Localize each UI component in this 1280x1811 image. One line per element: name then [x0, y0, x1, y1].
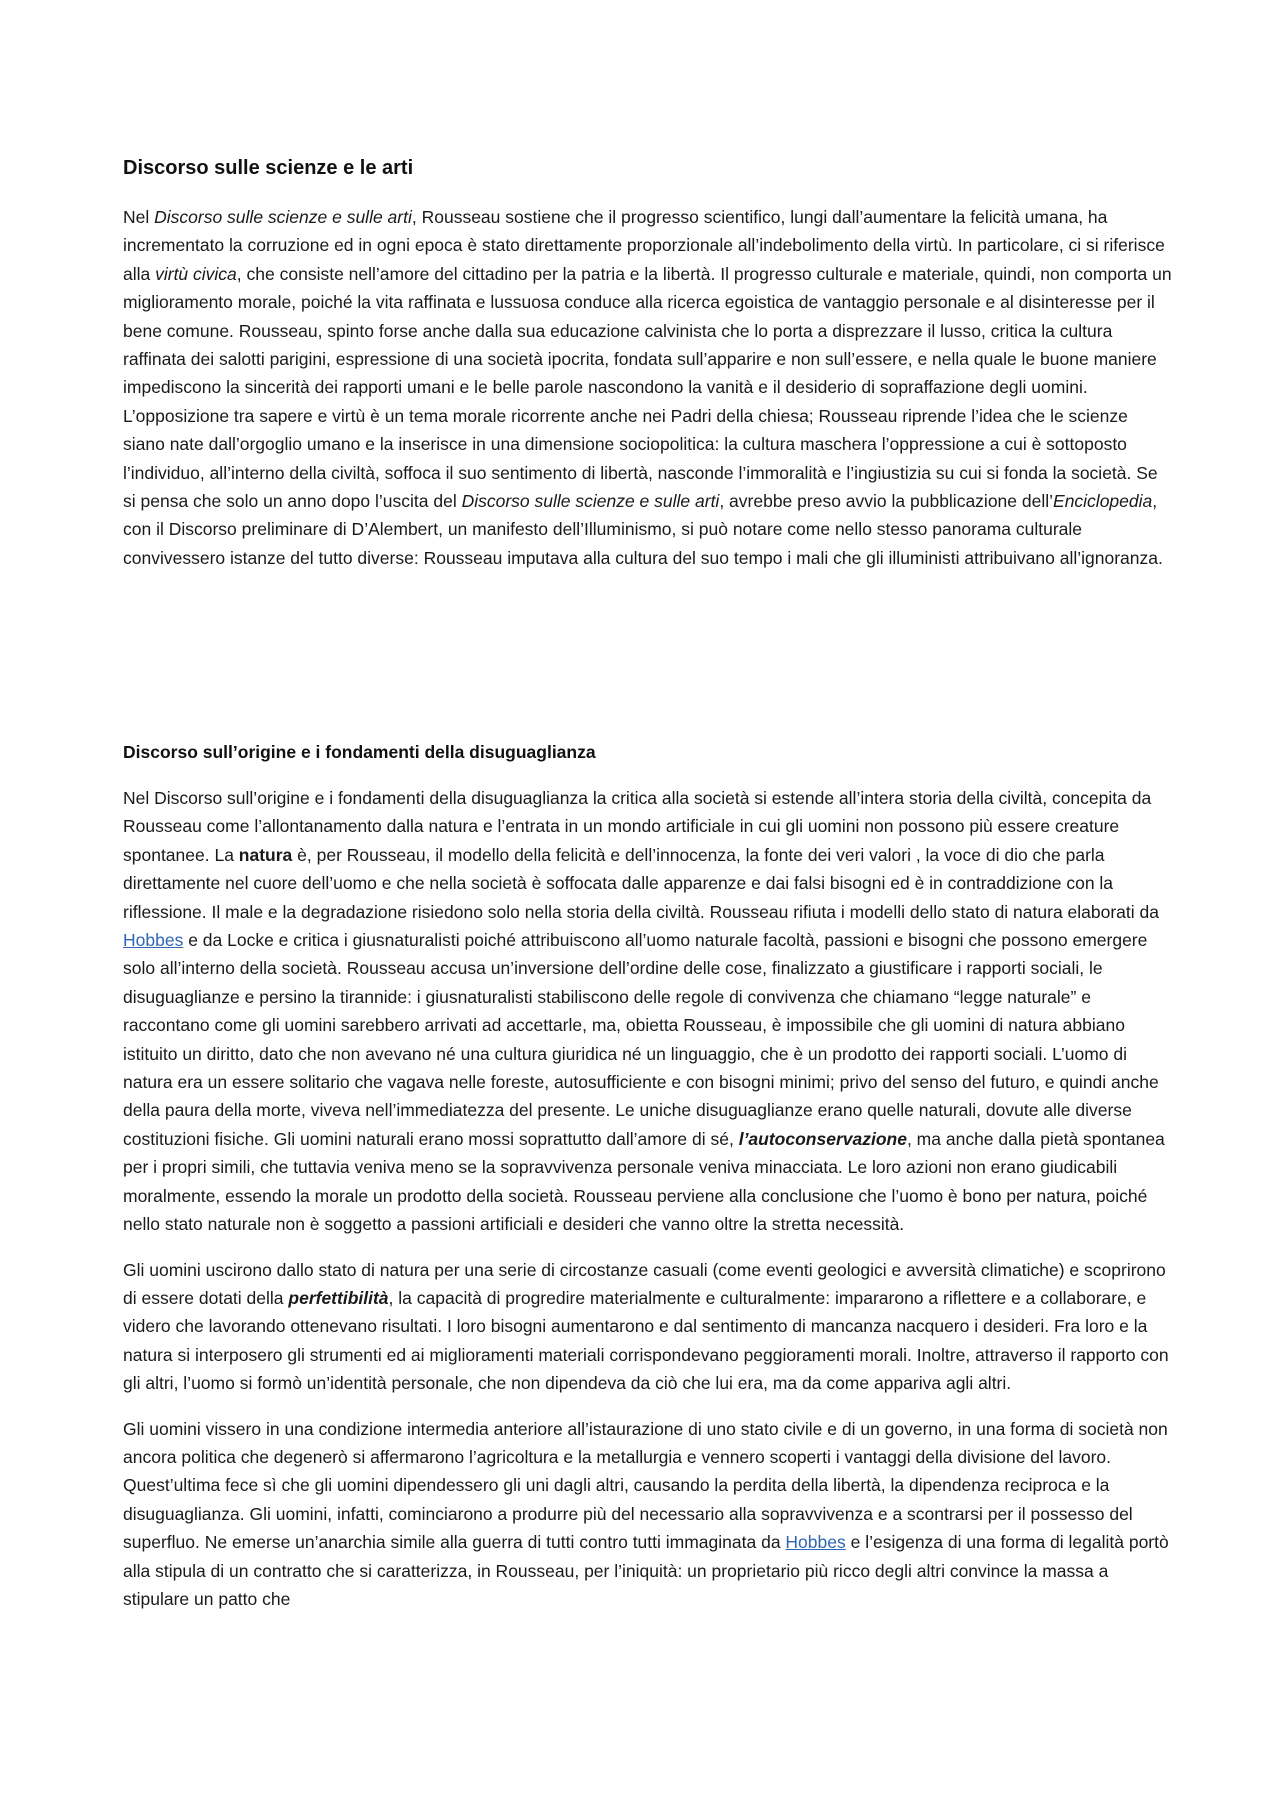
text-run: Nel Discorso sull’origine e i fondamenti della disuguaglianza la critica alla società si estende all’intera storia della civiltà, concepita da Rousseau come l’allontanamento dalla natura e l’entrata in un mondo artificiale in cui gli uomini non possono più essere creature spontanee. La — [123, 788, 1152, 865]
italic-title: Discorso sulle scienze e sulle arti — [461, 491, 720, 512]
text-run: è, per Rousseau, il modello della felicità e dell’innocenza, la fonte dei veri valori , la voce di dio che parla direttamente nel cuore dell’uomo e che nella società è soffocata dalle apparenze e dai falsi bisogni ed è in contraddizione con la riflessione. Il male e la degradazione risiedono solo nella storia della civiltà. Rousseau rifiuta i modelli dello stato di natura elaborati da — [123, 844, 1159, 922]
bold-italic-term: l’autoconservazione — [738, 1128, 907, 1149]
section-body-scienze-arti — [123, 203, 1173, 589]
hobbes-link[interactable]: Hobbes — [785, 1532, 846, 1553]
text-run: e da Locke e critica i giusnaturalisti poiché attribuiscono all’uomo naturale facoltà, passioni e bisogni che possono emergere solo all’interno della società. Rousseau accusa un’inversione dell’ordine delle cose, finalizzato a giustificare i rapporti sociali, le disuguaglianze e persino la tirannide: i giusnaturalisti stabiliscono delle regole di convivenza che chiamano “legge naturale” e raccontano come gli uomini sarebbero arrivati ad accettarle, ma, obietta Rousseau, è impossibile che gli uomini di natura abbiano istituito un diritto, dato che non avevano né una cultura giuridica né un linguaggio, che è un prodotto dei rapporti sociali. L’uomo di natura era un essere solitario che vagava nelle foreste, autosufficiente e con bisogni minimi; privo del senso del futuro, e quindi anche della paura della morte, viveva nell’immediatezza del presente. Le uniche disuguaglianze erano quelle naturali, dovute alle diverse costituzioni fisiche. Gli uomini naturali erano mossi soprattutto dall’amore di sé, — [123, 930, 1159, 1149]
hobbes-link[interactable]: Hobbes — [123, 930, 184, 951]
text-run: , avrebbe preso avvio la pubblicazione dell’ — [719, 491, 1054, 512]
italic-term: virtù civica — [155, 263, 237, 284]
paragraph — [123, 1415, 1173, 1614]
text-run: , con il Discorso preliminare di D’Alembert, un manifesto dell’Illuminismo, si può notare come nello stesso panorama culturale convivessero istanze del tutto diverse: Rousseau imputava alla cultura del suo tempo i mali che gli illuministi attribuivano all’ignoranza. — [123, 491, 1163, 568]
text-run: , Rousseau sostiene che il progresso scientifico, lungi dall’aumentare la felicità umana, ha incrementato la corruzione ed in ogni epoca è stato direttamente proporzionale all’indebolimento della virtù. In particolare, ci si riferisce alla — [123, 207, 1165, 284]
paragraph — [123, 1256, 1173, 1398]
text-run: Gli uomini uscirono dallo stato di natura per una serie di circostanze casuali (come eventi geologici e avversità climatiche) e scoprirono di essere dotati della — [123, 1259, 1166, 1308]
paragraph — [123, 784, 1173, 1239]
bold-italic-term: perfettibilità — [288, 1287, 389, 1308]
text-run: , ma anche dalla pietà spontanea per i propri simili, che tuttavia veniva meno se la sopravvivenza personale veniva minacciata. Le loro azioni non erano giudicabili moralmente, essendo la morale un prodotto della società. Rousseau perviene alla conclusione che l’uomo è bono per natura, poiché nello stato naturale non è soggetto a passioni artificiali e desideri che vanno oltre la stretta necessità. — [123, 1128, 1165, 1235]
text-run: , che consiste nell’amore del cittadino per la patria e la libertà. Il progresso culturale e materiale, quindi, non comporta un miglioramento morale, poiché la vita raffinata e lussuosa conduce alla ricerca egoistica de vantaggio personale e al disinteresse per il bene comune. Rousseau, spinto forse anche dalla sua educazione calvinista che lo porta a disprezzare il lusso, critica la cultura raffinata dei salotti parigini, espressione di una società ipocrita, fondata sull’apparire e non sull’essere, e nella quale le buone maniere impediscono la sincerità dei rapporti umani e le belle parole nascondono la vanità e il desiderio di sopraffazione degli uomini. L’opposizione tra sapere e virtù è un tema morale ricorrente anche nei Padri della chiesa; Rousseau riprende l’idea che le scienze siano nate dall’orgoglio umano e la inserisce in una dimensione sociopolitica: la cultura maschera l’oppressione a cui è sottoposto l’individuo, all’interno della civiltà, soffoca il suo sentimento di libertà, nasconde l’immoralità e l’ingiustizia su cui si fonda la società. Se si pensa che solo un anno dopo l’uscita del — [123, 263, 1172, 512]
section-title-disuguaglianza: Discorso sull’origine e i fondamenti della disuguaglianza — [123, 742, 596, 762]
bold-term: natura — [238, 844, 293, 865]
italic-title: Enciclopedia — [1053, 491, 1153, 512]
text-run: e l’esigenza di una forma di legalità portò alla stipula di un contratto che si caratterizza, in Rousseau, per l’iniquità: un proprietario più ricco degli altri convince la massa a stipulare un patto che — [123, 1532, 1169, 1609]
text-run: , la capacità di progredire materialmente e culturalmente: impararono a riflettere e a collaborare, e videro che lavorando ottenevano risultati. I loro bisogni aumentarono e dal sentimento di mancanza nacquero i desideri. Fra loro e la natura si interposero gli strumenti ed ai miglioramenti materiali corrispondevano peggioramenti morali. Inoltre, attraverso il rapporto con gli altri, l’uomo si formò un’identità personale, che non dipendeva da ciò che lui era, ma da come appariva agli altri. — [123, 1287, 1169, 1394]
paragraph — [123, 203, 1173, 572]
section-title-scienze-arti: Discorso sulle scienze e le arti — [123, 157, 414, 179]
section-body-disuguaglianza — [123, 784, 1173, 1630]
italic-title: Discorso sulle scienze e sulle arti — [154, 207, 412, 227]
text-run: Nel — [123, 207, 155, 227]
text-run: Gli uomini vissero in una condizione intermedia anteriore all’istaurazione di uno stato civile e di un governo, in una forma di società non ancora politica che degenerò si affermarono l’agricoltura e la metallurgia e vennero scoperti i vantaggi della divisione del lavoro. Quest’ultima fece sì che gli uomini dipendessero gli uni dagli altri, causando la perdita della libertà, la dipendenza reciproca e la disuguaglianza. Gli uomini, infatti, cominciarono a produrre più del necessario alla sopravvivenza e a scontrarsi per il possesso del superfluo. Ne emerse un’anarchia simile alla guerra di tutti contro tutti immaginata da — [123, 1418, 1168, 1553]
